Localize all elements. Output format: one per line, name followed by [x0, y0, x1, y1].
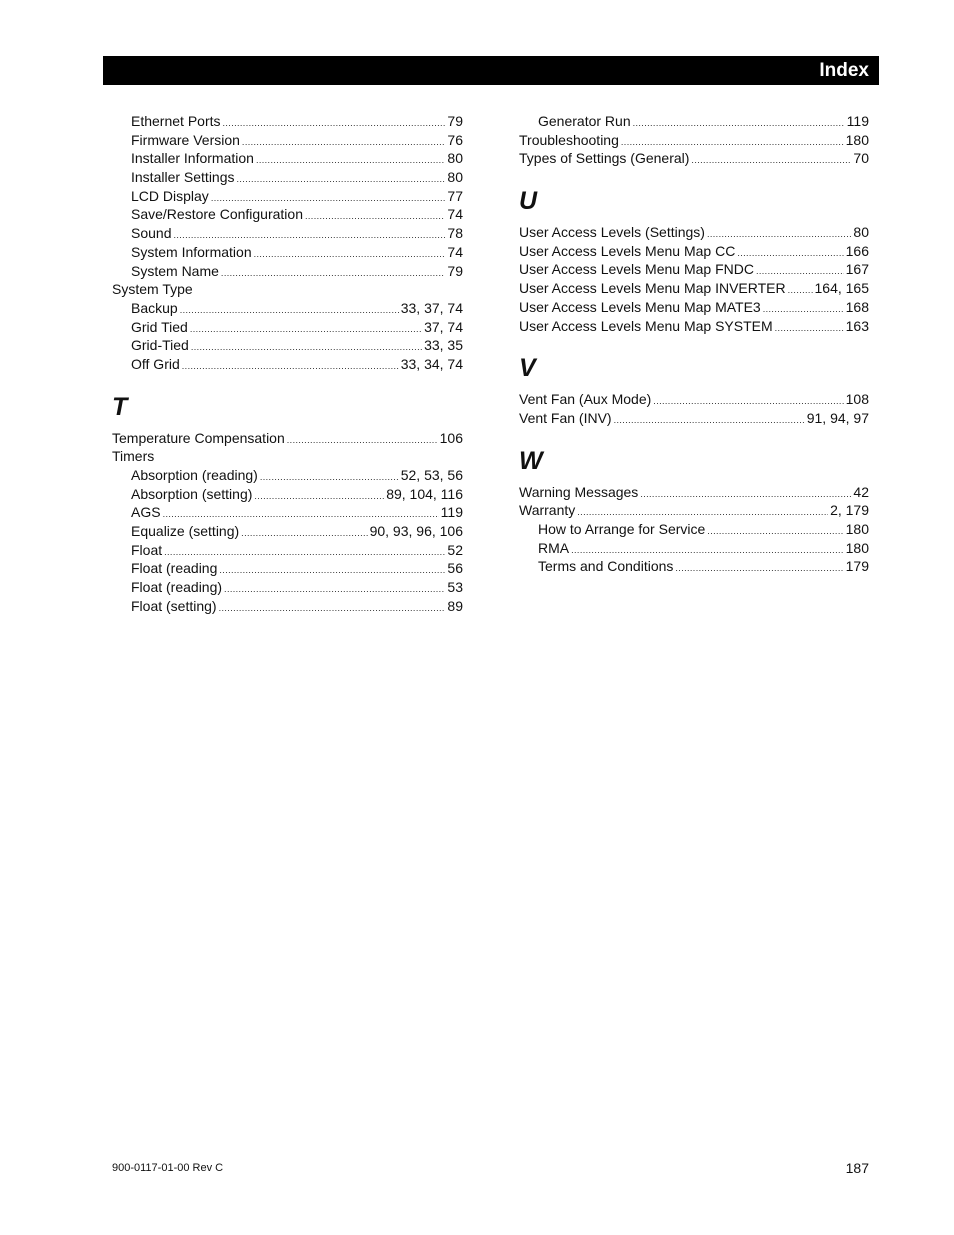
index-entry — [112, 447, 463, 466]
index-term: Installer Settings — [131, 169, 235, 186]
index-term: Firmware Version — [131, 131, 240, 148]
index-term: Vent Fan (Aux Mode) — [519, 391, 652, 408]
index-term: Grid Tied — [131, 318, 188, 335]
page-references: 79 — [447, 262, 463, 279]
index-term: Grid-Tied — [131, 337, 189, 354]
index-term: Float — [131, 541, 163, 558]
page-references: 33, 34, 74 — [400, 355, 463, 372]
index-subentry — [519, 539, 869, 558]
index-subentry — [112, 262, 463, 281]
index-subentry — [519, 557, 869, 576]
page-references: 91, 94, 97 — [806, 409, 869, 426]
index-subentry — [112, 578, 463, 597]
index-entry — [519, 390, 869, 409]
dot-leader — [219, 599, 446, 618]
index-term: Sound — [131, 225, 172, 242]
dot-leader — [763, 300, 844, 319]
page-references: 70 — [853, 150, 869, 167]
dot-leader — [633, 114, 845, 133]
page-references: 167 — [845, 261, 869, 278]
page-references: 52, 53, 56 — [400, 467, 463, 483]
page-references: 78 — [447, 225, 463, 242]
dot-leader — [190, 320, 422, 339]
index-term: User Access Levels Menu Map CC — [519, 242, 736, 259]
index-term: Types of Settings (General) — [519, 150, 690, 167]
index-term: AGS — [131, 504, 161, 521]
page-references: 33, 35 — [424, 337, 463, 354]
index-column-left — [112, 112, 463, 616]
dot-leader — [260, 468, 399, 487]
index-term: Equalize (setting) — [131, 523, 240, 540]
page-title: Index — [819, 59, 869, 81]
index-entry — [519, 317, 869, 336]
index-subentry — [112, 485, 463, 504]
dot-leader — [691, 151, 851, 170]
page-number: 187 — [845, 1160, 869, 1176]
dot-leader — [221, 264, 446, 283]
page-references: 119 — [440, 504, 463, 521]
index-subentry — [112, 355, 463, 374]
dot-leader — [305, 207, 445, 226]
page-references: 179 — [845, 558, 869, 575]
page-references: 180 — [845, 520, 869, 537]
index-term: Vent Fan (INV) — [519, 409, 612, 426]
index-term: User Access Levels Menu Map FNDC — [519, 261, 754, 278]
index-entry — [519, 501, 869, 520]
page-references: 2, 179 — [830, 502, 869, 519]
index-subentry — [112, 112, 463, 131]
index-subentry — [112, 299, 463, 318]
page-references: 52 — [447, 541, 463, 558]
page-references: 53 — [447, 579, 463, 596]
index-subentry — [112, 205, 463, 224]
index-entry — [519, 149, 869, 168]
page-references: 76 — [447, 131, 463, 148]
index-subentry — [112, 131, 463, 150]
index-subentry — [112, 503, 463, 522]
index-entry — [519, 298, 869, 317]
index-subentry — [112, 336, 463, 355]
section-letter-heading: U — [519, 187, 538, 216]
index-term: User Access Levels Menu Map MATE3 — [519, 298, 761, 315]
dot-leader — [182, 357, 399, 376]
index-entry — [519, 409, 869, 428]
dot-leader — [775, 319, 844, 338]
page-references: 163 — [845, 317, 869, 334]
dot-leader — [241, 524, 367, 543]
index-term: System Name — [131, 262, 219, 279]
page-references: 89 — [447, 597, 463, 614]
dot-leader — [242, 133, 446, 152]
index-subentry — [112, 522, 463, 541]
index-entry — [519, 131, 869, 150]
dot-leader — [224, 580, 445, 599]
index-term: Absorption (reading) — [131, 467, 258, 483]
dot-leader — [287, 431, 438, 450]
index-subentry — [112, 187, 463, 206]
index-term: Float (reading) — [131, 579, 223, 596]
dot-leader — [788, 281, 813, 300]
page-references: 90, 93, 96, 106 — [369, 523, 463, 540]
dot-leader — [180, 301, 399, 320]
index-header-bar — [103, 56, 879, 85]
index-subentry — [519, 520, 869, 539]
index-subentry — [112, 466, 463, 485]
page-references: 42 — [853, 483, 869, 500]
index-subentry — [112, 149, 463, 168]
index-term: Generator Run — [538, 113, 631, 129]
dot-leader — [254, 245, 446, 264]
index-term: How to Arrange for Service — [538, 520, 706, 537]
index-subentry — [112, 243, 463, 262]
page-references: 74 — [447, 243, 463, 260]
index-term: Timers — [112, 448, 155, 465]
index-term: RMA — [538, 539, 570, 556]
page-references: 80 — [447, 169, 463, 186]
index-term: Troubleshooting — [519, 131, 619, 148]
index-subentry — [519, 112, 869, 131]
index-term: System Type — [112, 281, 193, 298]
dot-leader — [614, 411, 805, 430]
index-term: Warning Messages — [519, 483, 639, 500]
page-references: 180 — [845, 131, 869, 148]
index-term: User Access Levels (Settings) — [519, 224, 705, 241]
dot-leader — [254, 487, 384, 506]
index-entry — [519, 242, 869, 261]
page-references: 33, 37, 74 — [400, 299, 463, 316]
index-term: Warranty — [519, 502, 576, 519]
dot-leader — [707, 522, 843, 541]
index-term: User Access Levels Menu Map INVERTER — [519, 280, 786, 297]
page-references: 80 — [447, 150, 463, 167]
dot-leader — [223, 114, 446, 133]
index-subentry — [112, 224, 463, 243]
index-term: Off Grid — [131, 355, 180, 372]
index-entry — [519, 223, 869, 242]
document-number: 900-0117-01-00 Rev C — [112, 1162, 224, 1174]
dot-leader — [191, 338, 422, 357]
index-term: Save/Restore Configuration — [131, 206, 303, 223]
index-subentry — [112, 597, 463, 616]
page-references: 180 — [845, 539, 869, 556]
index-term: Absorption (setting) — [131, 485, 253, 502]
index-subentry — [112, 559, 463, 578]
page-references: 106 — [439, 429, 463, 446]
index-term: Float (setting) — [131, 597, 217, 614]
page-references: 37, 74 — [424, 318, 463, 335]
page-references: 164, 165 — [814, 280, 869, 297]
index-term: Terms and Conditions — [538, 558, 674, 575]
section-letter-heading: T — [112, 392, 128, 421]
page-references: 74 — [447, 206, 463, 223]
index-term: Float (reading — [131, 560, 218, 577]
page-references: 80 — [853, 224, 869, 241]
index-term: Ethernet Ports — [131, 113, 221, 129]
page-references: 77 — [447, 187, 463, 204]
index-term: User Access Levels Menu Map SYSTEM — [519, 317, 773, 334]
dot-leader — [237, 170, 446, 189]
index-entry — [519, 260, 869, 279]
index-column-right — [519, 112, 869, 576]
page-references: 56 — [447, 560, 463, 577]
index-subentry — [112, 168, 463, 187]
page-references: 166 — [845, 242, 869, 259]
index-subentry — [112, 541, 463, 560]
page-references: 89, 104, 116 — [386, 485, 463, 502]
dot-leader — [219, 561, 445, 580]
section-letter-heading: V — [519, 354, 536, 383]
index-term: LCD Display — [131, 187, 209, 204]
index-term: Temperature Compensation — [112, 429, 285, 446]
index-entry — [519, 483, 869, 502]
section-letter-heading: W — [519, 446, 543, 475]
index-entry — [519, 279, 869, 298]
index-term: Installer Information — [131, 150, 254, 167]
dot-leader — [640, 485, 851, 504]
index-entry — [112, 429, 463, 448]
index-subentry — [112, 318, 463, 337]
page-references: 119 — [846, 113, 869, 129]
index-term: Backup — [131, 299, 178, 316]
page-references: 108 — [845, 391, 869, 408]
dot-leader — [256, 151, 445, 170]
page-references: 79 — [447, 113, 463, 129]
index-term: System Information — [131, 243, 252, 260]
index-entry — [112, 280, 463, 299]
page-references: 168 — [845, 298, 869, 315]
dot-leader — [675, 559, 843, 578]
